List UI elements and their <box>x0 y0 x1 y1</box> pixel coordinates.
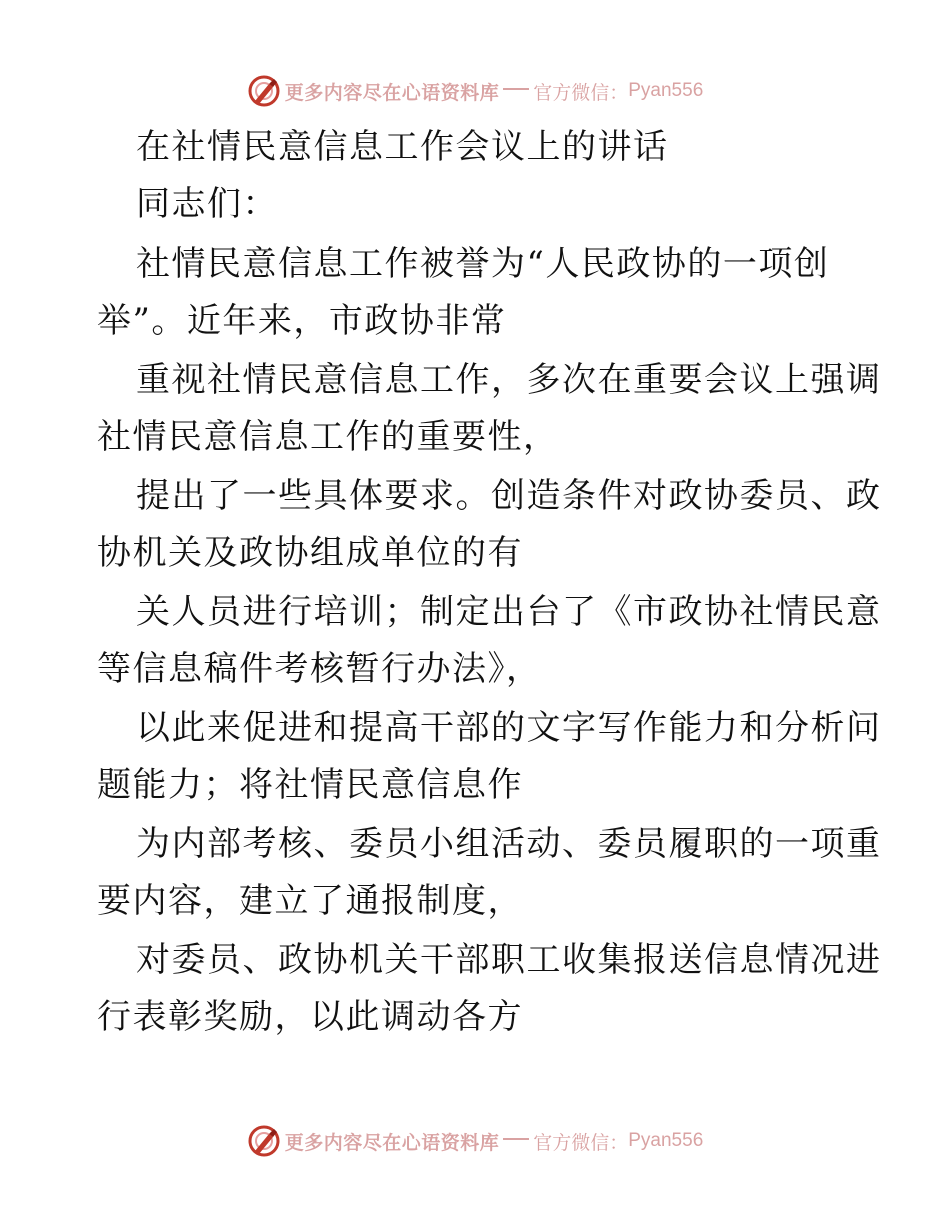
paragraph-line: 对委员、政协机关干部职工收集报送信息情况进 <box>136 940 882 980</box>
salutation: 同志们： <box>136 184 278 224</box>
paragraph-line: 关人员进行培训；制定出台了《市政协社情民意 <box>136 592 882 632</box>
paragraph-line: 等信息稿件考核暂行办法》， <box>97 649 542 689</box>
watermark-wechat-label: 官方微信： <box>533 81 629 104</box>
paragraph-line: 重视社情民意信息工作，多次在重要会议上强调 <box>136 360 882 400</box>
paragraph-line: 社情民意信息工作的重要性， <box>97 417 559 457</box>
watermark-dash <box>503 88 529 90</box>
document-title: 在社情民意信息工作会议上的讲话 <box>136 127 669 167</box>
paragraph-line: 要内容，建立了通报制度， <box>97 881 523 921</box>
header-watermark <box>0 71 950 111</box>
watermark-wechat-label: 官方微信： <box>533 1131 629 1154</box>
footer-watermark <box>0 1121 950 1161</box>
pen-logo-icon <box>247 74 281 108</box>
paragraph-line: 举”。近年来，市政协非常 <box>97 301 507 341</box>
watermark-dash <box>503 1138 529 1140</box>
watermark-wechat-id: Pyan556 <box>628 80 704 101</box>
pen-logo-icon <box>247 1124 281 1158</box>
paragraph-line: 行表彰奖励，以此调动各方 <box>97 997 523 1037</box>
paragraph-line: 协机关及政协组成单位的有 <box>97 533 523 573</box>
paragraph-line: 社情民意信息工作被誉为“人民政协的一项创 <box>136 244 830 284</box>
paragraph-line: 为内部考核、委员小组活动、委员履职的一项重 <box>136 824 882 864</box>
watermark-text: 更多内容尽在心语资料库 <box>284 1131 500 1154</box>
watermark-text: 更多内容尽在心语资料库 <box>284 81 500 104</box>
paragraph-line: 以此来促进和提高干部的文字写作能力和分析问 <box>136 708 882 748</box>
paragraph-line: 题能力；将社情民意信息作 <box>97 765 523 805</box>
paragraph-line: 提出了一些具体要求。创造条件对政协委员、政 <box>136 476 882 516</box>
watermark-wechat-id: Pyan556 <box>628 1130 704 1151</box>
